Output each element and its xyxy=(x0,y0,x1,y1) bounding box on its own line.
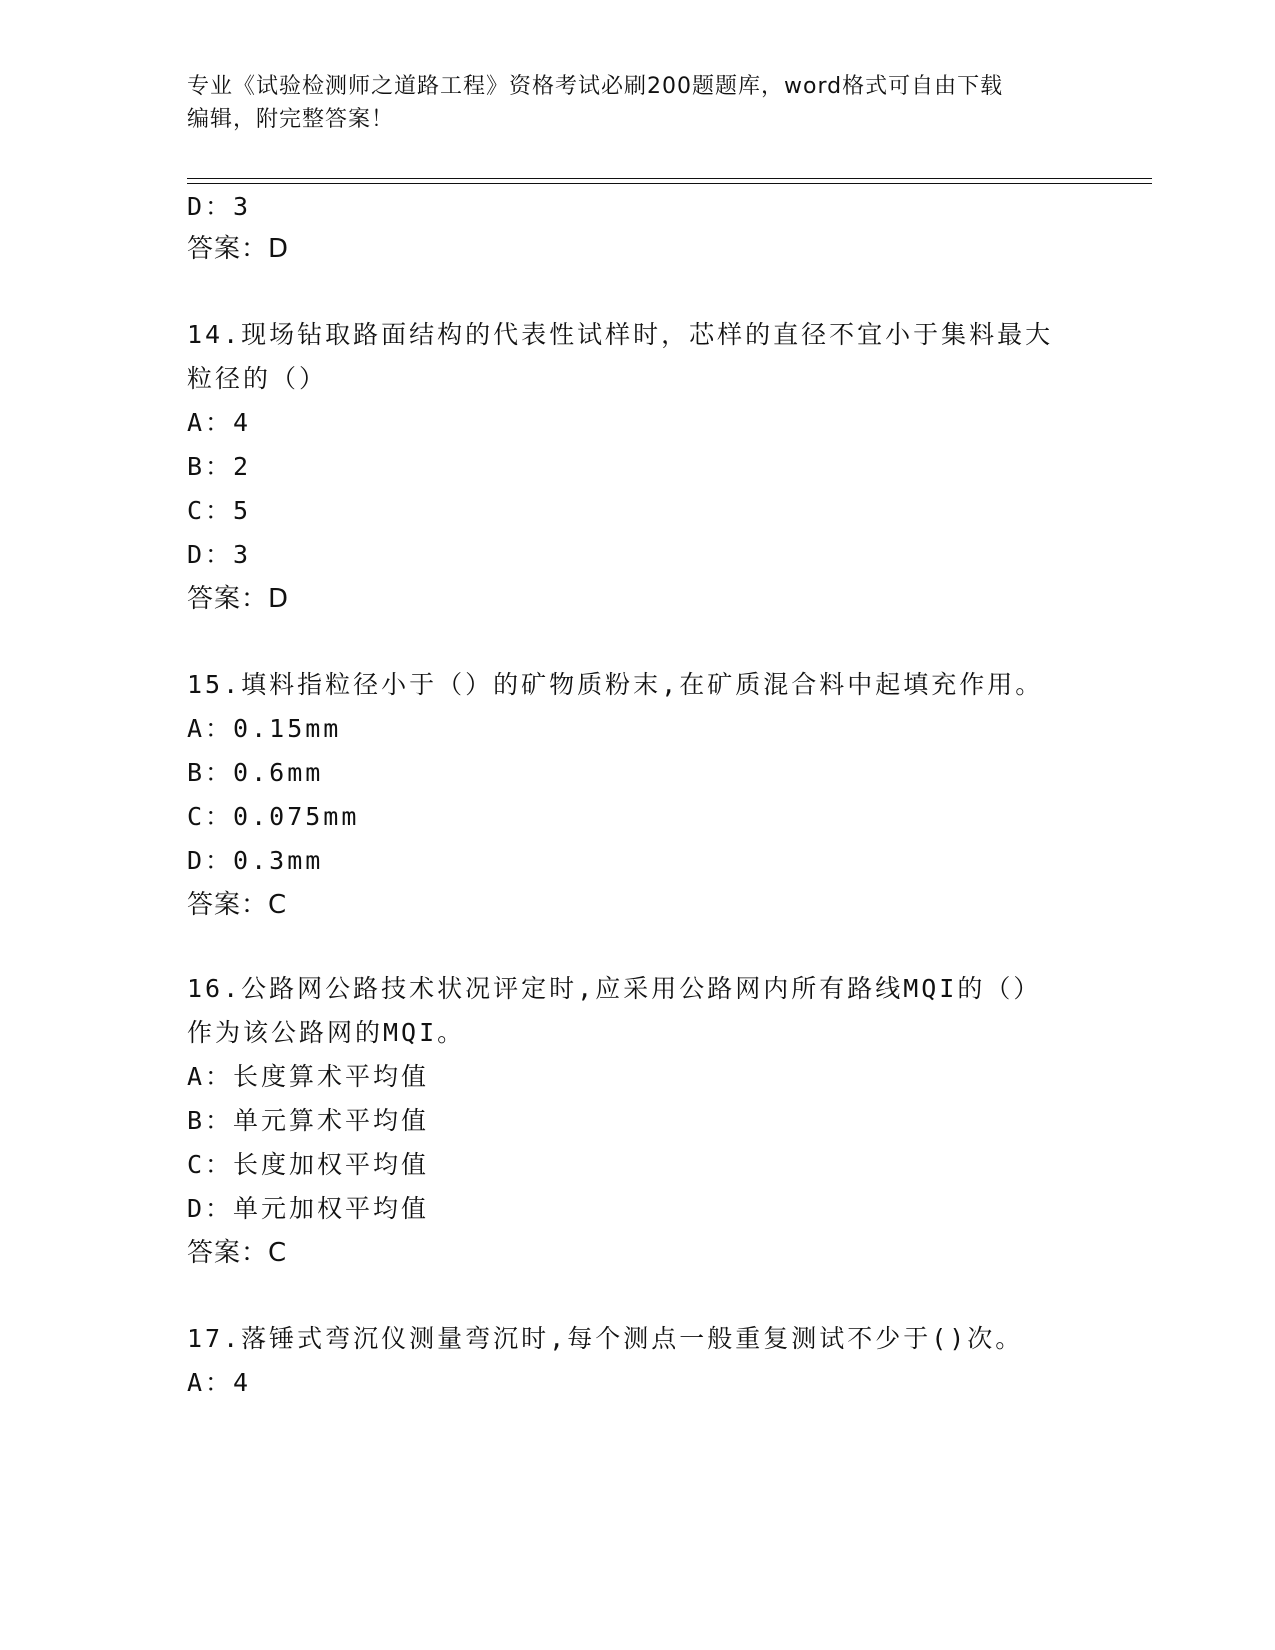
question-16-option-a: A：长度算术平均值 xyxy=(187,1062,430,1091)
question-16-answer: 答案：C xyxy=(187,1238,288,1268)
header-line-2: 编辑，附完整答案！ xyxy=(187,107,395,132)
question-14-stem-line-2: 粒径的（） xyxy=(187,364,328,393)
header-divider-bottom xyxy=(187,183,1152,184)
prev-answer: 答案：D xyxy=(187,234,290,264)
header-divider-top xyxy=(187,178,1152,179)
question-14-option-c: C：5 xyxy=(187,496,252,525)
question-15-option-d: D：0.3mm xyxy=(187,846,324,875)
question-16-option-d: D：单元加权平均值 xyxy=(187,1194,430,1223)
question-15-option-a: A：0.15mm xyxy=(187,714,342,743)
question-16-stem-line-2: 作为该公路网的MQI。 xyxy=(187,1018,466,1047)
question-16-option-c: C：长度加权平均值 xyxy=(187,1150,430,1179)
document-header xyxy=(187,70,1067,136)
question-16-stem-line-1: 16.公路网公路技术状况评定时,应采用公路网内所有路线MQI的（） xyxy=(187,974,1042,1003)
prev-option-d: D：3 xyxy=(187,192,252,221)
question-15-option-c: C：0.075mm xyxy=(187,802,360,831)
question-14-answer: 答案：D xyxy=(187,584,290,614)
question-14-stem-line-1: 14.现场钻取路面结构的代表性试样时，芯样的直径不宜小于集料最大 xyxy=(187,320,1054,349)
header-line-1: 专业《试验检测师之道路工程》资格考试必刷200题题库，word格式可自由下载 xyxy=(187,74,1004,99)
question-15-answer: 答案：C xyxy=(187,890,288,920)
question-15-option-b: B：0.6mm xyxy=(187,758,324,787)
question-15-stem-line-1: 15.填料指粒径小于（）的矿物质粉末,在矿质混合料中起填充作用。 xyxy=(187,670,1044,699)
question-14-option-d: D：3 xyxy=(187,540,252,569)
question-14-option-b: B：2 xyxy=(187,452,252,481)
question-17-option-a: A：4 xyxy=(187,1368,252,1397)
question-14-option-a: A：4 xyxy=(187,408,252,437)
question-17-stem-line-1: 17.落锤式弯沉仪测量弯沉时,每个测点一般重复测试不少于()次。 xyxy=(187,1324,1024,1353)
question-16-option-b: B：单元算术平均值 xyxy=(187,1106,430,1135)
